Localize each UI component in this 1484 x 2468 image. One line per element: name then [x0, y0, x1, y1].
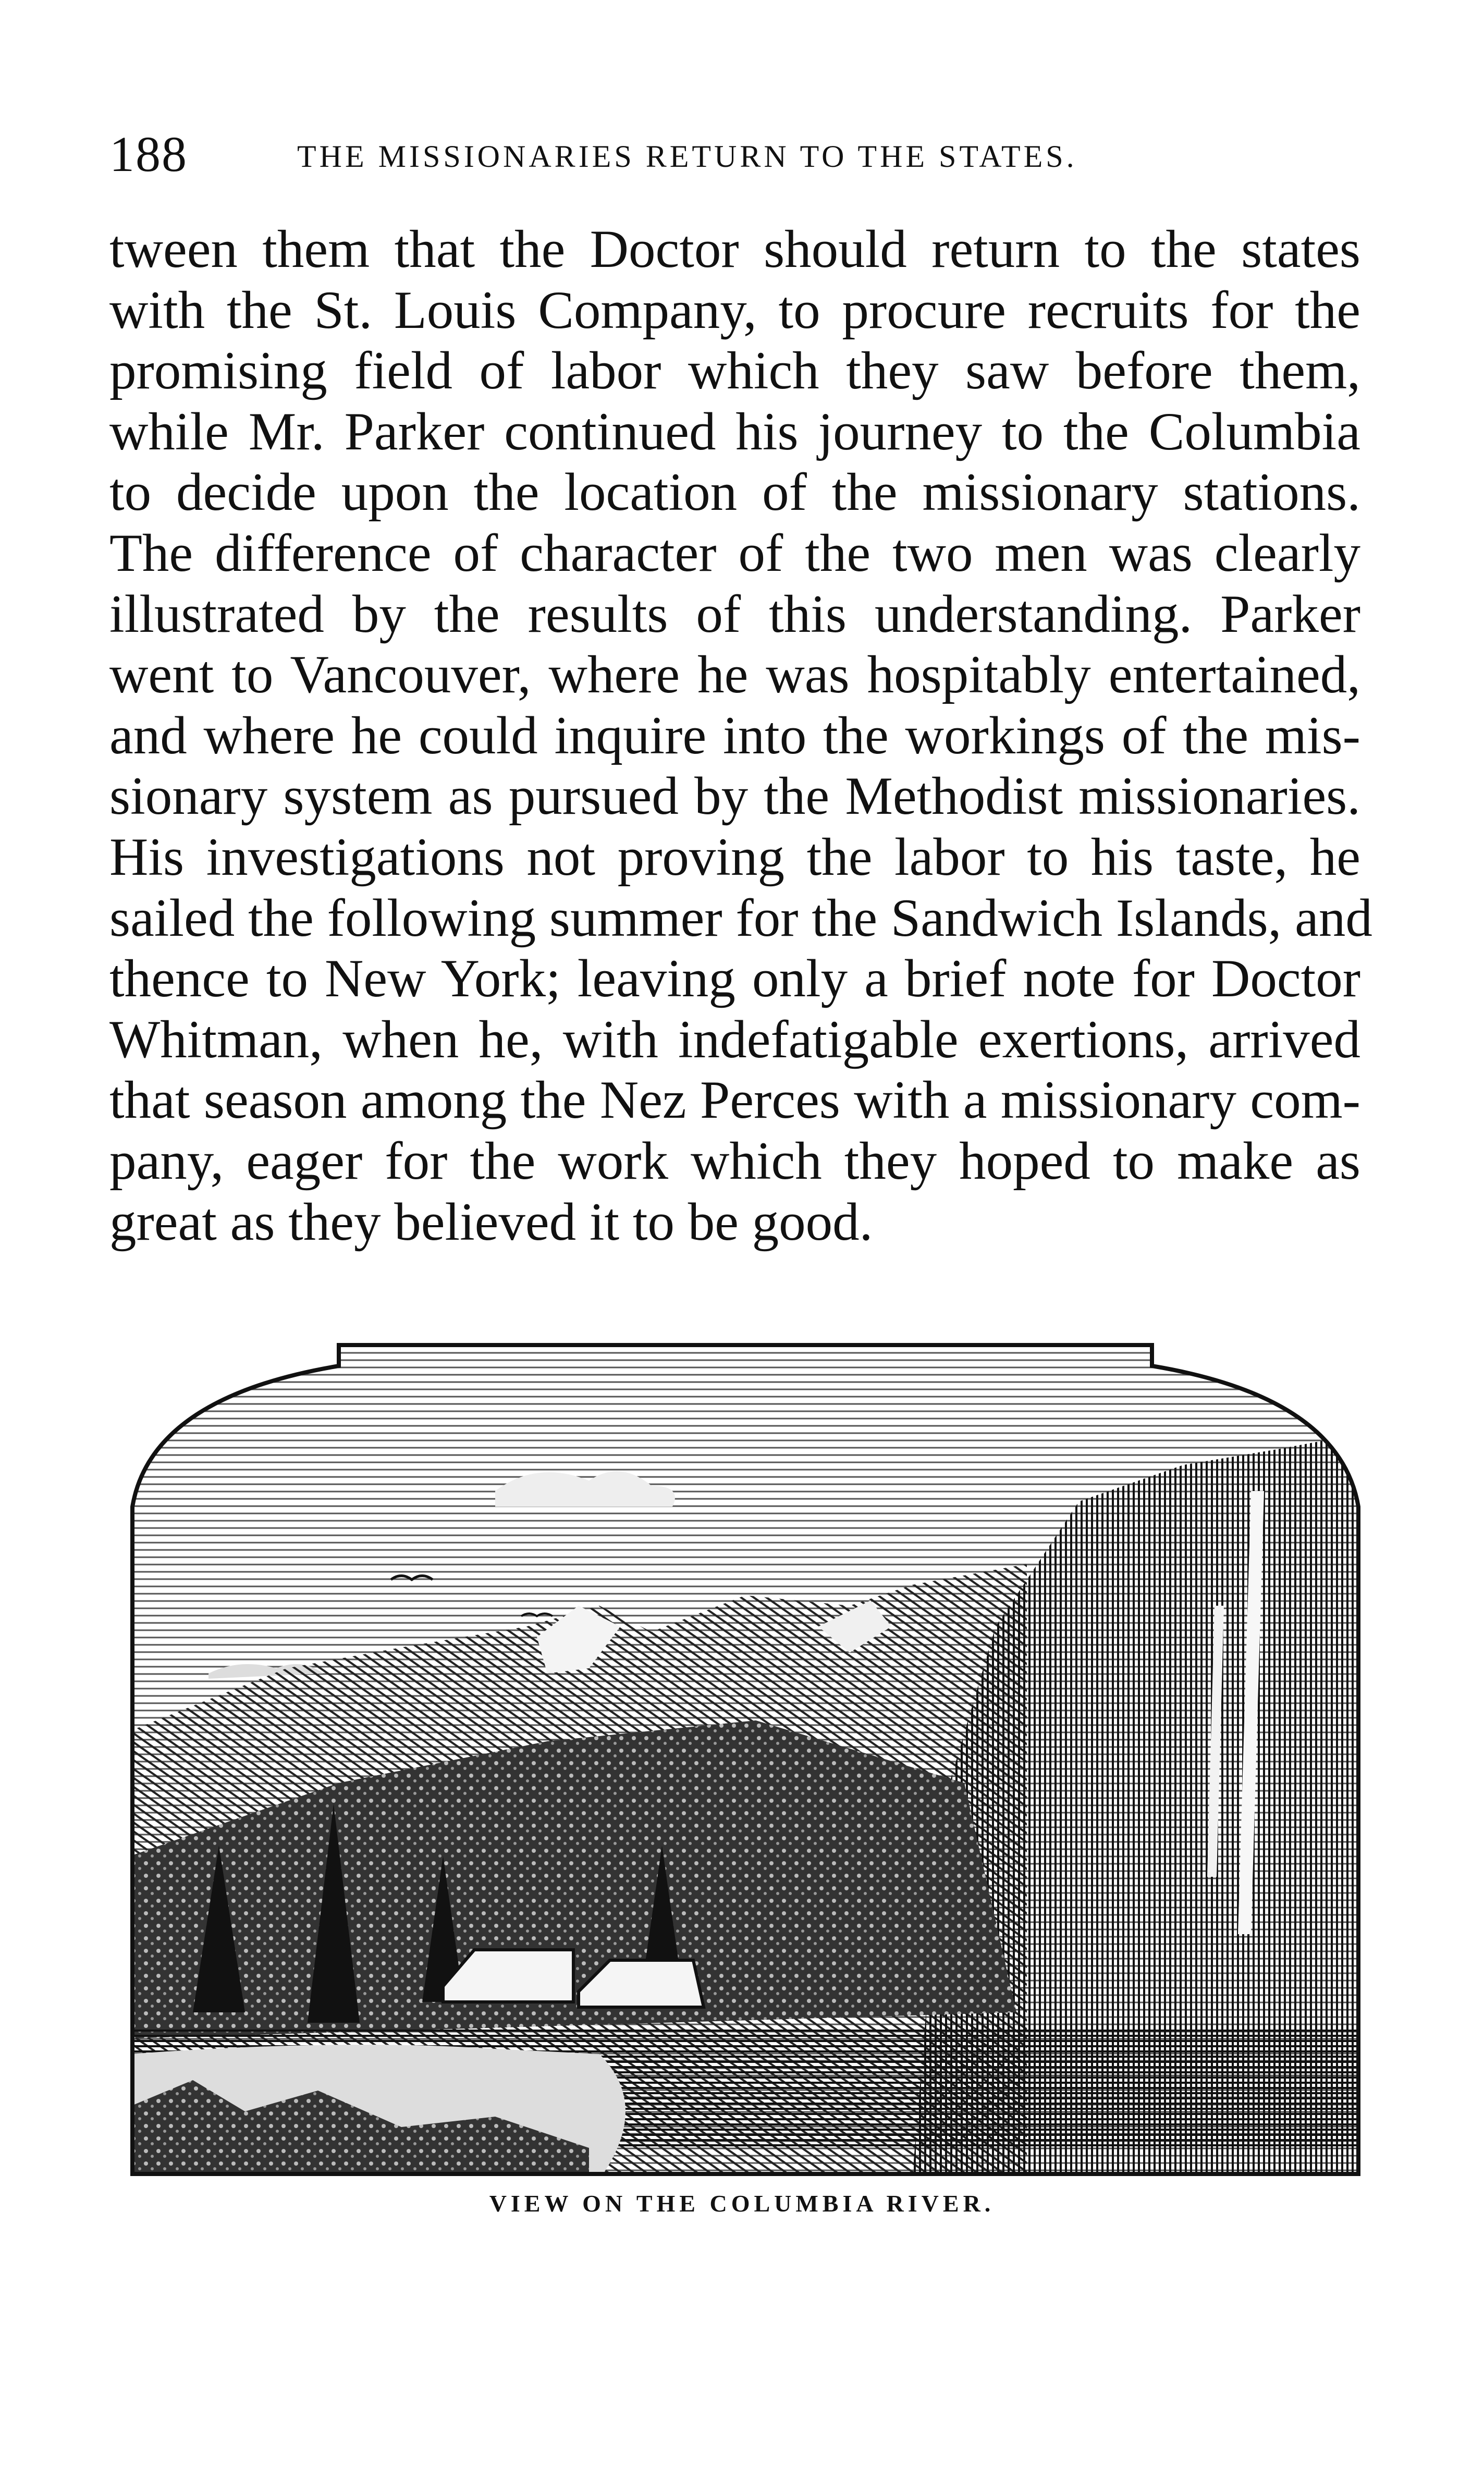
text-line: and where he could inquire into the workings of the mis- [109, 705, 1360, 765]
page-number: 188 [109, 126, 188, 182]
text-line: went to Vancouver, where he was hospitably entertained, [109, 645, 1360, 705]
running-title: THE MISSIONARIES RETURN TO THE STATES. [297, 139, 1077, 174]
text-line: The difference of character of the two men was clearly [109, 523, 1360, 583]
text-line: sionary system as pursued by the Methodist missionaries. [109, 766, 1360, 826]
text-line: tween them that the Doctor should return to the states [109, 219, 1360, 279]
text-line: illustrated by the results of this understanding. Parker [109, 584, 1360, 644]
text-line: thence to New York; leaving only a brief note for Doctor [109, 949, 1360, 1009]
river-engraving [130, 1335, 1360, 2179]
body-paragraph [109, 219, 1372, 1252]
text-line: great as they believed it to be good. [109, 1192, 873, 1252]
text-line: Whitman, when he, with indefatigable exertions, arrived [109, 1009, 1360, 1069]
text-line: pany, eager for the work which they hoped to make as [109, 1131, 1360, 1191]
text-line: His investigations not proving the labor to his taste, he [109, 827, 1360, 887]
text-line: that season among the Nez Perces with a missionary com- [109, 1070, 1360, 1130]
running-head [109, 125, 1360, 182]
text-line: sailed the following summer for the Sandwich Islands, and [109, 888, 1372, 948]
text-line: while Mr. Parker continued his journey to the Columbia [109, 401, 1360, 461]
figure-caption: VIEW ON THE COLUMBIA RIVER. [489, 2190, 995, 2217]
text-line: to decide upon the location of the missionary stations. [109, 462, 1360, 522]
text-line: promising field of labor which they saw before them, [109, 341, 1360, 401]
text-line: with the St. Louis Company, to procure recruits for the [109, 280, 1360, 340]
